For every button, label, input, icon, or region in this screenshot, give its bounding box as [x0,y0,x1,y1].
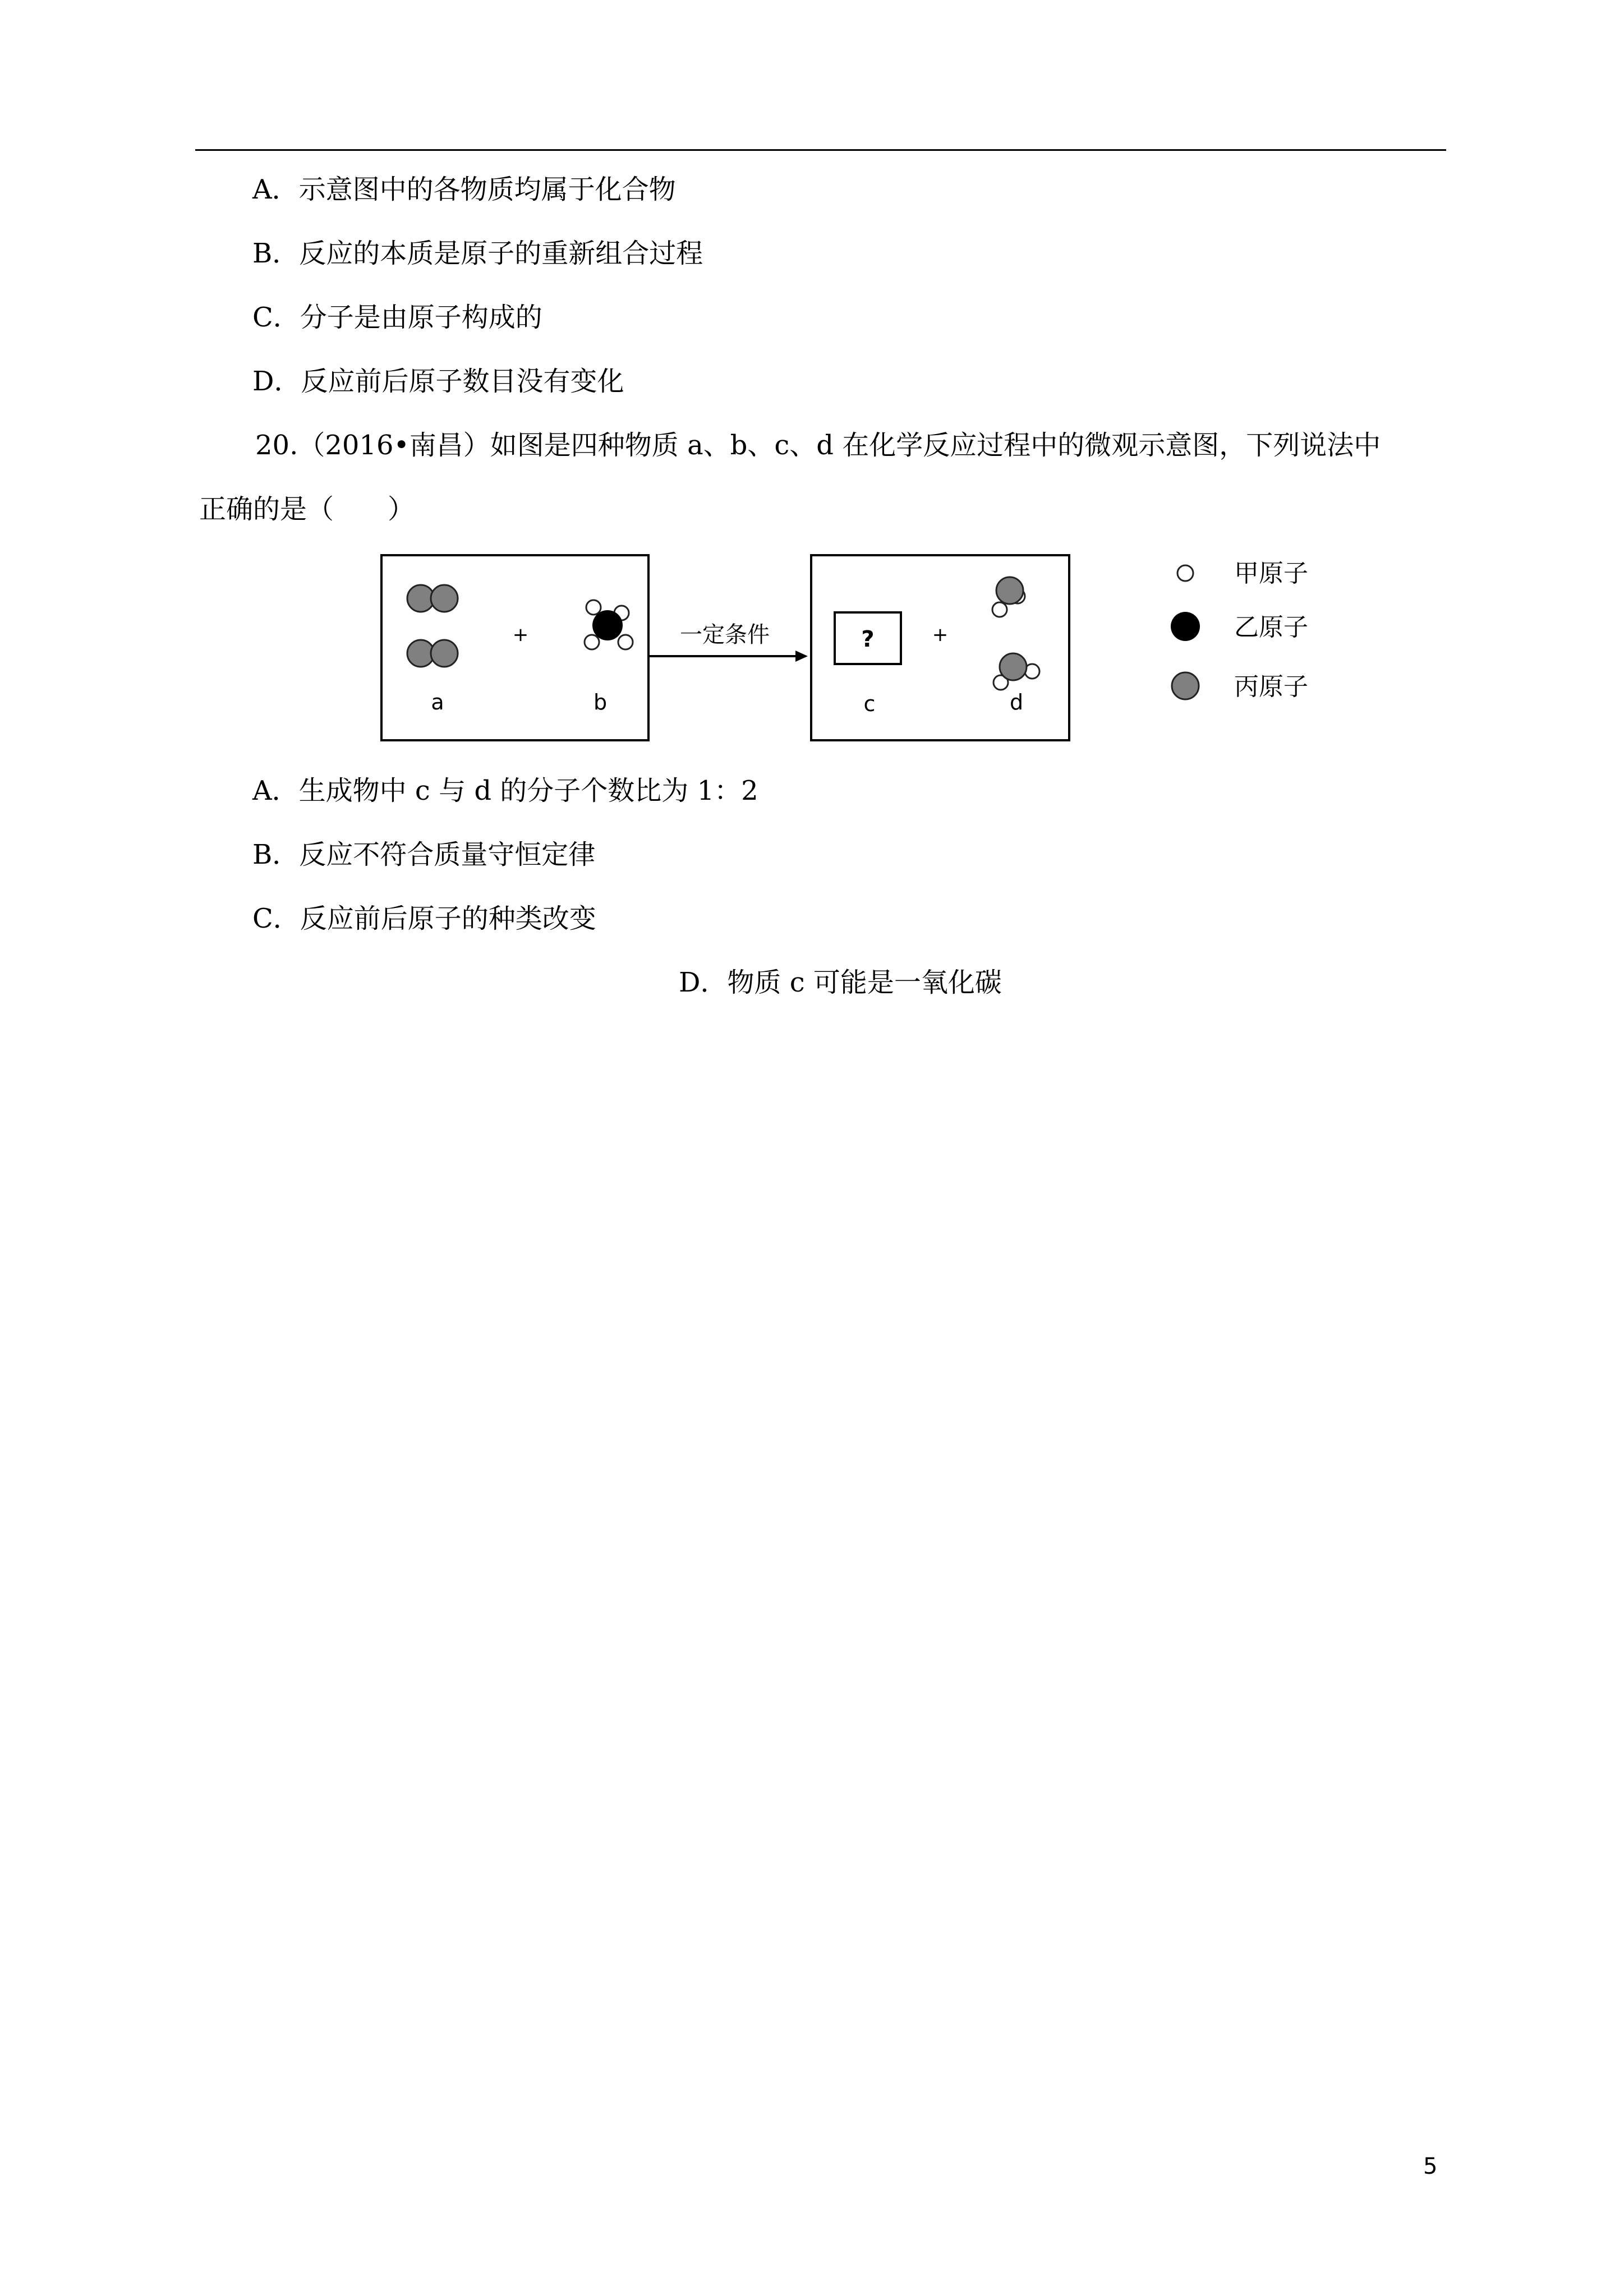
molecule-d-2 [993,653,1039,690]
molecule-b [585,600,633,649]
unknown-marker: ? [861,626,875,652]
arrow-head [795,651,808,662]
question-line-2: 正确的是（ ） [199,494,415,525]
product-box [811,555,1069,740]
label-c: c [863,691,876,716]
molecule-a-2 [407,640,458,667]
plus-sign-right: + [932,624,949,646]
header-rule [195,149,1446,151]
legend-yi-label: 乙原子 [1234,613,1308,642]
legend-jia-atom [1177,565,1193,581]
option-b: B．反应不符合质量守恒定律 [252,839,596,870]
reaction-condition: 一定条件 [680,622,770,648]
label-a: a [431,690,444,714]
option-c: C．反应前后原子的种类改变 [252,903,596,934]
prev-option-c: C．分子是由原子构成的 [252,302,542,333]
legend-bing-label: 丙原子 [1234,672,1308,701]
molecule-a-1 [407,585,458,612]
option-d: D．物质 c 可能是一氧化碳 [679,967,1002,998]
reaction-diagram [376,547,1341,749]
page-number: 5 [1423,2154,1438,2179]
prev-option-b: B．反应的本质是原子的重新组合过程 [252,238,703,269]
prev-option-a: A．示意图中的各物质均属于化合物 [252,174,676,205]
label-d: d [1009,690,1024,714]
option-a: A．生成物中 c 与 d 的分子个数比为 1：2 [252,775,758,806]
molecule-d-1 [992,577,1025,617]
label-b: b [593,690,608,714]
legend-yi-atom [1171,612,1200,641]
question-line-1: 20.（2016•南昌）如图是四种物质 a、b、c、d 在化学反应过程中的微观示意图，下列说法中 [255,430,1381,461]
legend-jia-label: 甲原子 [1234,559,1308,588]
plus-sign-left: + [512,624,529,646]
legend-bing-atom [1172,672,1199,699]
legend [1171,559,1308,701]
prev-option-d: D．反应前后原子数目没有变化 [252,366,624,397]
